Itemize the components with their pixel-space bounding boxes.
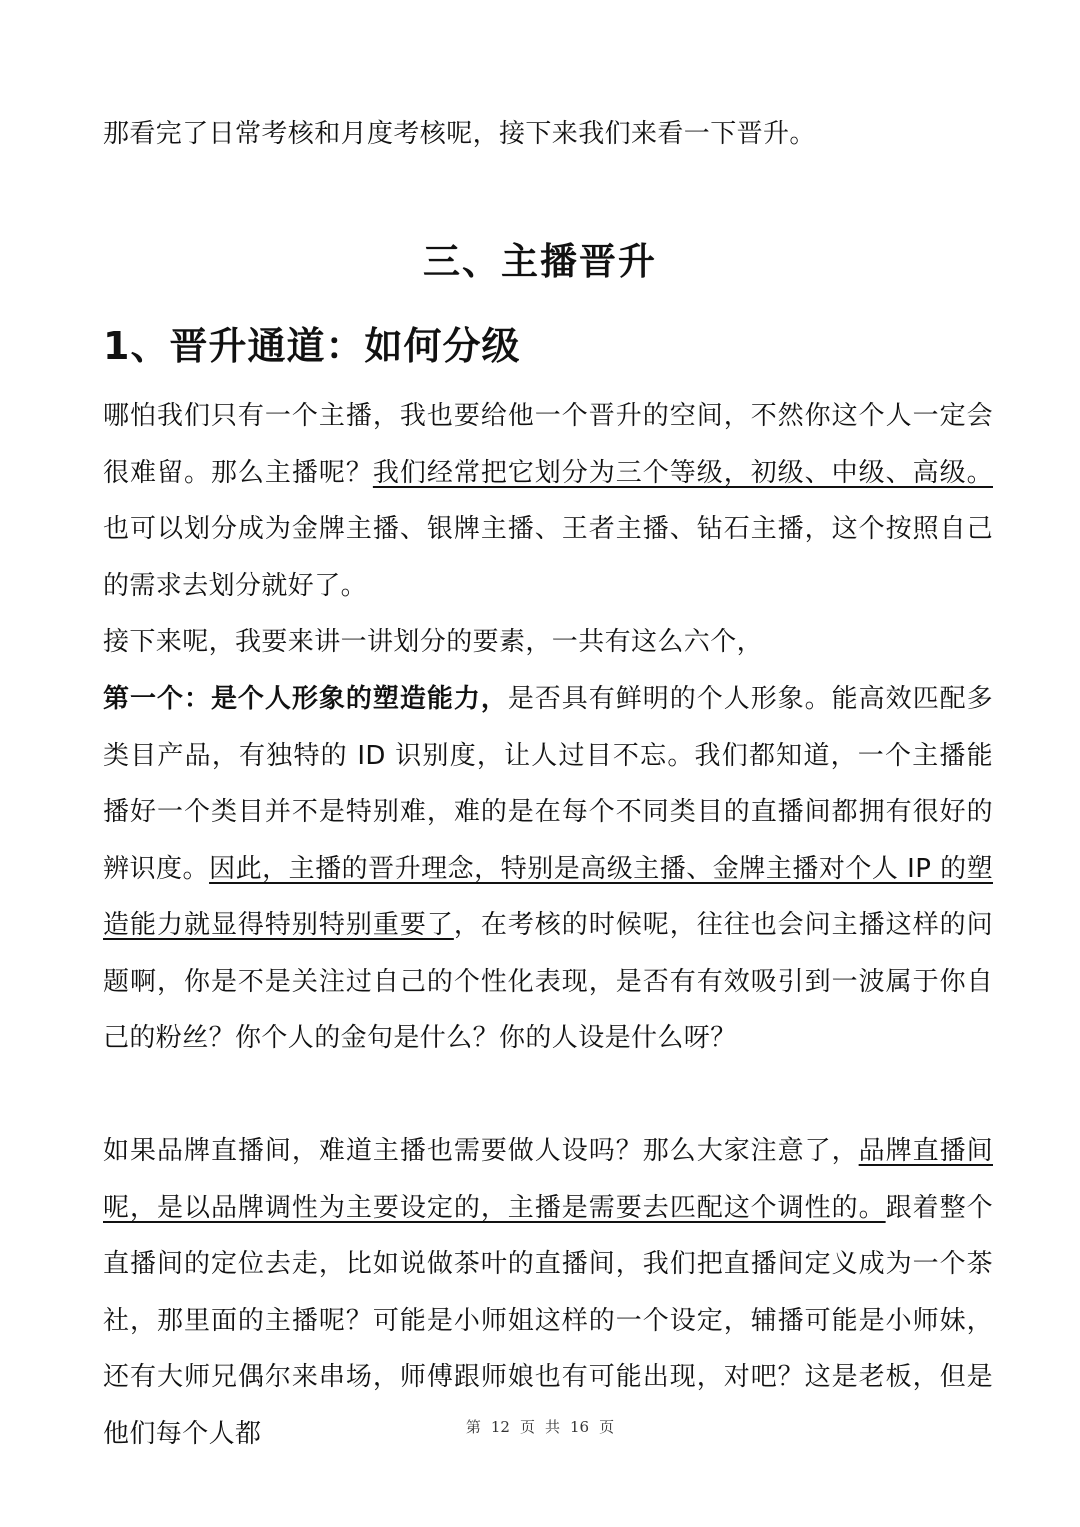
- paragraph-elements-intro: 接下来呢，我要来讲一讲划分的要素，一共有这么六个，: [103, 627, 764, 657]
- paragraph-brand-room: [103, 1123, 993, 1462]
- text-span: 跟着整个直播间的定位去走，比如说做茶叶的直播间，我们把直播间定义成为一个茶社，那里面的主播呢？可能是小师姐这样的一个设定，辅播可能是小师妹，还有大师兄偶尔来串场，师傅跟师娘也有可能出现，对吧？这是老板，但是他们每个人都: [103, 1192, 993, 1449]
- underlined-text: 因此，主播的晋升理念，特别是高级主播、金牌主播对个人 IP 的塑造能力就显得特别特别重要了: [103, 853, 993, 940]
- footer-ye2: 页: [599, 1418, 615, 1436]
- page-footer: [0, 1416, 1080, 1437]
- underlined-text: 我们经常把它划分为三个等级，初级、中级、高级。: [372, 457, 993, 488]
- paragraph-first-element: [103, 671, 993, 1067]
- total-pages: 16: [570, 1418, 590, 1436]
- footer-ye: 页: [519, 1418, 535, 1436]
- text-span: 也可以划分成为金牌主播、银牌主播、王者主播、钻石主播，这个按照自己的需求去划分就好了。: [103, 514, 993, 601]
- underlined-text: 品牌直播间呢，是以品牌调性为主要设定的，主播是需要去匹配这个调性的。: [103, 1136, 993, 1223]
- page-number: 12: [490, 1418, 510, 1436]
- footer-di: 第: [465, 1418, 481, 1436]
- subsection-title: 1、晋升通道：如何分级: [103, 324, 521, 368]
- text-span: 哪怕我们只有一个主播，我也要给他一个晋升的空间，不然你这个人一定会很难留。那么主播呢？: [103, 401, 993, 488]
- bold-lead-text: 第一个：是个人形象的塑造能力，: [103, 684, 508, 714]
- intro-paragraph: 那看完了日常考核和月度考核呢，接下来我们来看一下晋升。: [103, 119, 816, 149]
- text-span: 如果品牌直播间，难道主播也需要做人设吗？那么大家注意了，: [103, 1136, 859, 1166]
- text-span: ，在考核的时候呢，往往也会问主播这样的问题啊，你是不是关注过自己的个性化表现，是否有有效吸引到一波属于你自己的粉丝？你个人的金句是什么？你的人设是什么呀？: [103, 910, 993, 1053]
- footer-gong: 共: [545, 1418, 561, 1436]
- section-title: 三、主播晋升: [423, 240, 657, 283]
- paragraph-levels: [103, 388, 993, 614]
- text-span: 是否具有鲜明的个人形象。能高效匹配多类目产品，有独特的 ID 识别度，让人过目不忘。我们都知道，一个主播能播好一个类目并不是特别难，难的是在每个不同类目的直播间都拥有很好的辨识度。: [103, 684, 993, 884]
